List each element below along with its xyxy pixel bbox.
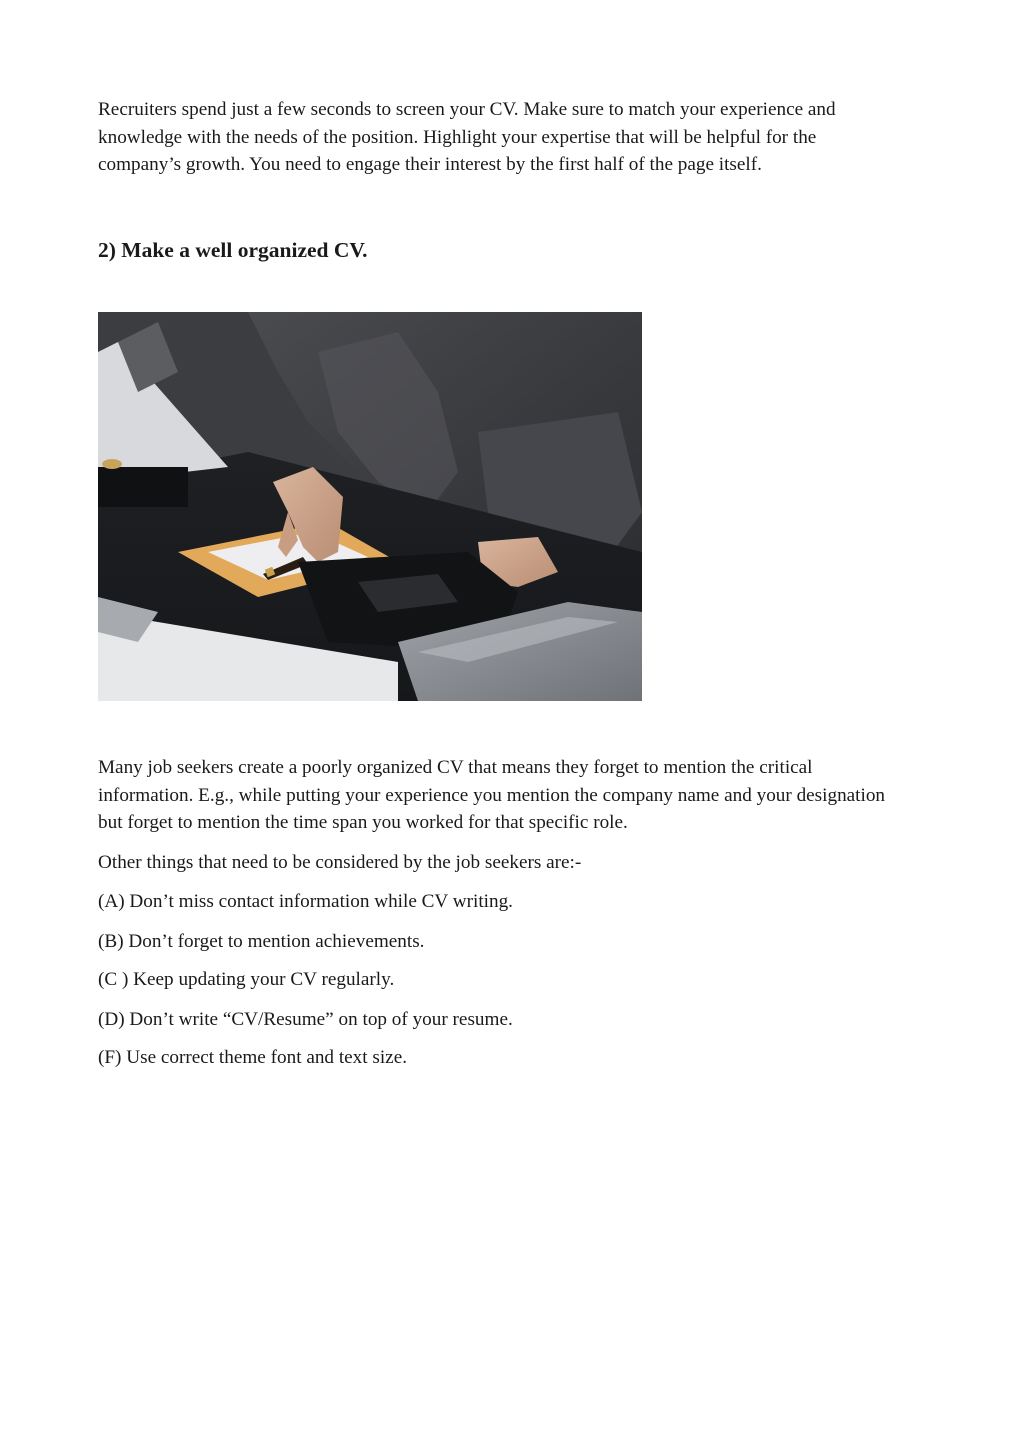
list-item: (D) Don’t write “CV/Resume” on top of your resume. bbox=[98, 1008, 513, 1030]
document-page bbox=[98, 96, 898, 1068]
body-section bbox=[98, 754, 898, 1072]
desk-photo bbox=[98, 312, 642, 701]
desk-photo-illustration bbox=[98, 312, 642, 701]
list-item: (F) Use correct theme font and text size. bbox=[98, 1047, 408, 1068]
section-heading: 2) Make a well organized CV. bbox=[98, 238, 368, 262]
list-lead: Other things that need to be considered by the job seekers are:- bbox=[98, 851, 582, 873]
list-item: (B) Don’t forget to mention achievements. bbox=[98, 930, 425, 952]
body-paragraph: Many job seekers create a poorly organized CV that means they forget to mention the critical information. E.g., while putting your experience you mention the company name and your designation but forget to mention the time span you worked for that specific role. bbox=[98, 757, 886, 833]
list-item: (C ) Keep updating your CV regularly. bbox=[98, 969, 395, 990]
intro-paragraph: Recruiters spend just a few seconds to screen your CV. Make sure to match your experience and knowledge with the needs of the position. Highlight your expertise that will be helpful for the company’s growth. You need to engage their interest by the first half of the page itself. bbox=[98, 99, 836, 175]
list-item: (A) Don’t miss contact information while CV writing. bbox=[98, 891, 513, 912]
